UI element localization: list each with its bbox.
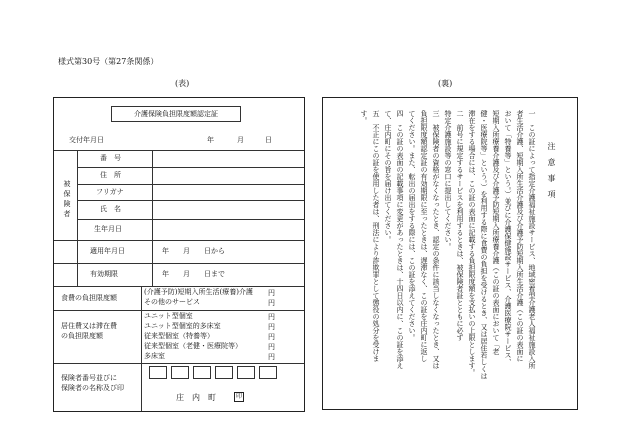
residence-limit-label-2: の負担限度額 [61,332,103,340]
insurer-number-cell [215,366,233,379]
note-line: 一 この証によって指定介護福祉施設サービス、地域密着型介護老人福祉施設入所 [528,110,536,369]
applicable-date-label: 適用年月日 [90,247,125,255]
insured-label: 被保険者 [63,180,71,220]
note-line: 短期入所療養介護及び介護予防短期入所療養介護（この証の表面において「老 [492,110,500,355]
yen-res-4: 円 [268,343,275,351]
note-line: 二 前号に規定するサービスを利用するときは、被保険者証とともに必ず [456,110,464,341]
yen-food-1: 円 [268,289,275,297]
yen-res-3: 円 [268,333,275,341]
issue-date-month: 月 [237,136,244,144]
note-line: す。 [360,110,368,124]
residence-limit-label-1: 居住費又は滞在費 [61,322,117,330]
insurer-number-cell [171,366,189,379]
address-label: 住 所 [100,171,121,179]
residence-item-multi: 多床室 [144,352,165,360]
back-card [322,97,578,410]
note-line: 特定介護施設等の窓口に提出してください。 [444,110,452,250]
food-limit-label: 食費の負担限度額 [61,294,117,302]
issue-date-day: 日 [265,136,272,144]
seal-icon: 印 [235,393,242,400]
notes-title: 注意事項 [547,142,556,206]
residence-item-unit-private: ユニット型個室 [144,312,193,320]
expiry-value: 年 月 日まで [162,270,225,278]
back-side-heading: (裏) [438,79,453,88]
food-item-other: その他のサービス [144,298,200,306]
issue-date-label: 交付年月日 [69,136,104,144]
note-line: おいて「特養等」という。）並びに介護保健施設サービス、介護医療院サービス、 [504,110,512,366]
applicable-date-value: 年 月 日から [162,247,225,255]
residence-item-private-tokuyo: 従来型個室（特養等） [144,332,214,340]
furigana-label: フリガナ [96,188,124,196]
insurer-label-1: 保険者番号並びに [61,374,117,382]
issue-date-year: 年 [207,136,214,144]
front-side-heading: (表) [175,79,190,88]
birthdate-label: 生年月日 [94,225,122,233]
front-card [53,97,305,412]
note-line: て、庄内町にその旨を届け出てください。 [384,110,392,243]
residence-item-unit-semi: ユニット型個室的多床室 [144,322,221,330]
note-line: 滞在をする場合には、この証の表面に記載する負担限度額を支払いの上限とします。 [468,110,476,376]
note-line: てください。また、転出の届出をする際には、この証を添えてください。 [408,110,416,341]
insurer-label-2: 保険者の名称及び印 [61,384,124,392]
name-label: 氏 名 [100,205,121,213]
food-item-short-stay: (介護予防)短期入所生活(療養)介護 [144,288,253,296]
note-line: 健・医療院等」という。）を利用する際に食費の負担を受けるとき、又は居住若しくは [480,110,488,380]
yen-res-5: 円 [268,353,275,361]
expiry-label: 有効期限 [90,270,118,278]
insurer-name: 庄 内 町 [176,393,216,402]
insurer-number-cell [193,366,211,379]
note-line: 負担限度額認定証の有効期限に至ったときは、遅滞なく、この証を庄内町に返し [420,110,428,362]
yen-res-2: 円 [268,323,275,331]
note-line: 四 この証の表面の記載事項に変更があったときは、十四日以内に、この証を添え [396,110,404,369]
yen-res-1: 円 [268,313,275,321]
insurer-number-cell [259,366,277,379]
residence-item-private-roken: 従来型個室（老健・医療院等） [144,342,242,350]
form-number: 様式第30号（第27条関係） [58,57,159,66]
note-line: 三 被保険者の資格がなくなったとき、認定の条件に該当しなくなったとき、又は [432,110,440,369]
yen-food-2: 円 [268,299,275,307]
card-title: 介護保険負担限度額認定証 [111,106,241,122]
number-label: 番 号 [100,154,121,162]
insurer-number-cell [149,366,167,379]
note-line: 五 不正にこの証を使用した者は、刑法により詐欺罪として懲役の処分を受けま [372,110,380,362]
insurer-number-cell [237,366,255,379]
note-line: 者生活介護、短期入所生活介護及び介護予防短期入所生活介護（この証の表面に [516,110,524,362]
